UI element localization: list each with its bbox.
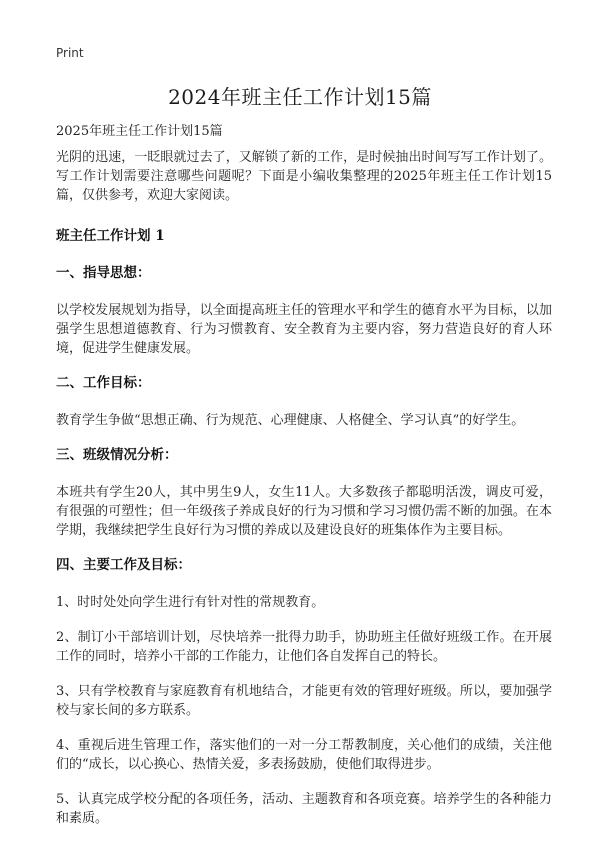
- work-item: 5、认真完成学校分配的各项任务，活动、主题教育和各项竞赛。培养学生的各种能力和素质。: [56, 792, 552, 826]
- section-heading-guiding: 一、指导思想：: [56, 265, 151, 281]
- document-subtitle: 2025年班主任工作计划15篇: [56, 124, 223, 139]
- work-item: 4、重视后进生管理工作，落实他们的一对一分工帮教制度，关心他们的成绩，关注他们的“成长，以心换心、热情关爱，多表扬鼓励，使他们取得进步。: [56, 738, 552, 772]
- section-heading-work: 四、主要工作及目标：: [56, 557, 191, 573]
- section-heading-goal: 二、工作目标：: [56, 375, 151, 391]
- work-item: 1、时时处处向学生进行有针对性的常规教育。: [56, 595, 325, 610]
- section-text-guiding: 以学校发展规划为指导，以全面提高班主任的管理水平和学生的德育水平为目标，以加强学生思想道德教育、行为习惯教育、安全教育为主要内容，努力营造良好的育人环境，促进学生健康发展。: [56, 303, 552, 356]
- section-text-goal: 教育学生争做“思想正确、行为规范、心理健康、人格健全、学习认真”的好学生。: [56, 413, 525, 428]
- print-link[interactable]: Print: [56, 46, 84, 60]
- intro-paragraph: 光阴的迅速，一眨眼就过去了，又解锁了新的工作，是时候抽出时间写写工作计划了。写工作计划需要注意哪些问题呢？下面是小编收集整理的2025年班主任工作计划15篇，仅供参考，欢迎大家阅读。: [56, 150, 552, 203]
- work-item: 3、只有学校教育与家庭教育有机地结合，才能更有效的管理好班级。所以，要加强学校与家长间的多方联系。: [56, 684, 552, 718]
- section-text-class: 本班共有学生20人，其中男生9人，女生11人。大多数孩子都聪明活泼，调皮可爱，有很强的可塑性；但一年级孩子养成良好的行为习惯和学习习惯仍需不断的加强。在本学期，我继续把学生良好行为习惯的养成以及建设良好的班集体作为主要目标。: [56, 485, 552, 538]
- section-heading-class: 三、班级情况分析：: [56, 447, 178, 463]
- plan-heading: 班主任工作计划 1: [56, 228, 165, 244]
- work-item: 2、制订小干部培训计划，尽快培养一批得力助手，协助班主任做好班级工作。在开展工作的同时，培养小干部的工作能力，让他们各自发挥自己的特长。: [56, 630, 552, 664]
- page-title: 2024年班主任工作计划15篇: [168, 85, 432, 109]
- document-body: [56, 148, 552, 844]
